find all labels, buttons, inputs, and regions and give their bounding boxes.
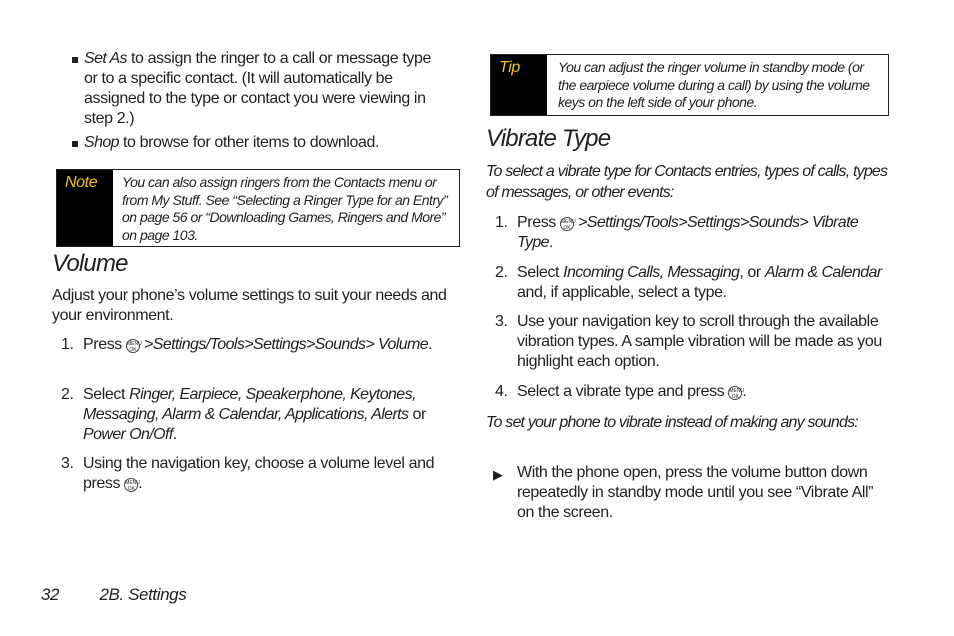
step-number: 1. [61,336,74,353]
vibrate-option-1: Incoming Calls, Messaging [563,264,740,281]
key-label-top: MENU [560,219,576,225]
key-label-bottom: OK [563,225,571,231]
volume-heading: Volume [52,250,128,277]
step-end: . [138,475,143,492]
bullet-square-icon [72,141,78,147]
vibrate-step-1 [495,213,877,253]
bullet-text: to browse for other items to download. [118,134,380,151]
key-label-top: MENU [126,341,142,347]
step-number: 1. [495,214,508,231]
menu-path: >Settings/Tools>Settings>Sounds> Vibrate Type [517,214,859,251]
vibrate-step-4 [495,382,877,402]
vibrate-type-heading: Vibrate Type [486,125,611,152]
section-name: 2B. Settings [99,585,187,604]
key-label-top: MENU [729,388,745,394]
page-number: 32 [41,585,60,604]
note-box [56,169,460,247]
volume-option-last: Power On/Off [83,426,173,443]
step-text: Use your navigation key to scroll through the available vibration types. A sample vibration will be made as you highlight each option. [517,313,882,370]
bullet-term: Set As [84,50,127,67]
vibrate-lead-1: To select a vibrate type for Contacts entries, types of calls, types of messages, or other events: [486,163,888,201]
menu-ok-key-icon [728,386,745,400]
volume-options: Ringer, Earpiece, Speakerphone, Keytones, Messaging, Alarm & Calendar, Applications, Alerts [83,386,416,423]
step-number: 4. [495,383,508,400]
vibrate-option-2: Alarm & Calendar [764,264,882,281]
volume-step-1 [61,335,443,355]
arrow-bullet-icon: ▶ [493,467,503,482]
step-text: Select [83,386,126,403]
volume-step-2 [61,385,453,445]
step-number: 2. [495,264,508,281]
page-footer [41,585,186,605]
step-text: Press [517,214,556,231]
step-number: 3. [495,313,508,330]
step-text: Select [517,264,560,281]
step-number: 2. [61,386,74,403]
step-or: , or [739,264,765,281]
bullet-square-icon [72,57,78,63]
volume-intro: Adjust your phone’s volume settings to suit your needs and your environment. [52,287,447,324]
tip-label: Tip [491,55,547,115]
tip-box [490,54,889,116]
menu-ok-key-icon [126,339,140,353]
step-end: . [172,426,177,443]
menu-ok-key-icon [124,478,138,492]
key-label-bottom: OK [127,486,135,492]
tip-text: You can adjust the ringer volume in standby mode (or the earpiece volume during a call) by using the volume keys on the left side of your phone. [558,59,870,110]
key-label-bottom: OK [129,347,137,353]
step-text: Using the navigation key, choose a volume level and press [83,455,435,492]
vibrate-lead-2: To set your phone to vibrate instead of making any sounds: [486,414,858,431]
step-text: Press [83,336,122,353]
step-end: . [428,336,433,353]
arrow-item-text: With the phone open, press the volume button down repeatedly in standby mode until you see “Vibrate All” on the screen. [517,464,874,521]
step-number: 3. [61,455,74,472]
bullet-term: Shop [84,134,119,151]
step-rest: and, if applicable, select a type. [517,284,727,301]
vibrate-arrow-item [493,463,877,523]
volume-step-3 [61,454,443,494]
note-label: Note [57,170,113,246]
key-label-bottom: OK [731,394,739,400]
key-label-top: MENU [125,480,140,486]
step-end: . [742,383,747,400]
step-end: . [548,234,554,251]
step-text: Select a vibrate type and press [517,383,725,400]
bullet-set-as [84,49,444,129]
bullet-text: to assign the ringer to a call or message type or to a specific contact. (It will automatically be assigned to the type or contact you were viewing in step 2.) [84,50,431,127]
menu-path: >Settings/Tools>Settings>Sounds> Volume [144,336,429,353]
menu-ok-key-icon [560,217,574,231]
bullet-shop [84,133,444,153]
step-or: or [408,406,426,423]
note-text: You can also assign ringers from the Contacts menu or from My Stuff. See “Selecting a Ringer Type for an Entry” on page 56 or “Downloading Games, Ringers and More” on page 103. [122,174,448,243]
vibrate-step-3 [495,312,887,372]
vibrate-step-2 [495,263,891,303]
